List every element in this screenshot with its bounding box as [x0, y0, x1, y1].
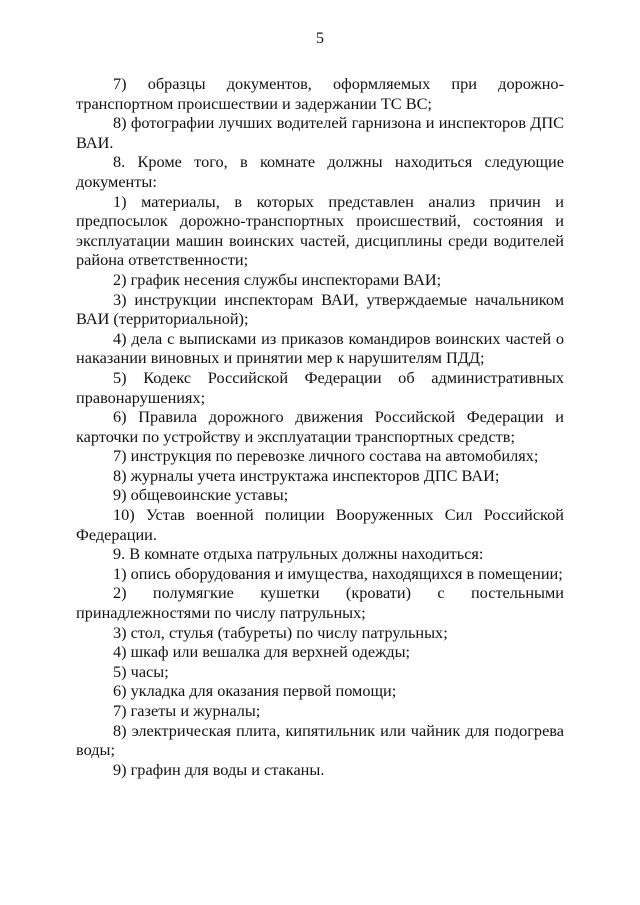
paragraph: 1) материалы, в которых представлен анализ причин и предпосылок дорожно-транспортных происшествий, состояния и эксплуатации машин воинских частей, дисциплины среди водителей района ответственности;	[76, 191, 564, 270]
paragraph: 9) общевоинские уставы;	[113, 485, 289, 505]
paragraph: 3) инструкции инспекторам ВАИ, утверждаемые начальником ВАИ (территориальной);	[76, 289, 564, 329]
page-number: 5	[315, 28, 325, 47]
paragraph: 8) электрическая плита, кипятильник или чайник для подогрева воды;	[76, 720, 564, 760]
paragraph: 1) опись оборудования и имущества, находящихся в помещении;	[113, 563, 563, 583]
paragraph: 8) фотографии лучших водителей гарнизона и инспекторов ДПС ВАИ.	[76, 113, 564, 152]
paragraph: 9) графин для воды и стаканы.	[113, 759, 325, 779]
paragraph: 6) укладка для оказания первой помощи;	[113, 681, 397, 701]
paragraph: 7) образцы документов, оформляемых при дорожно-транспортном происшествии и задержании ТС ВС;	[76, 74, 564, 113]
paragraph: 6) Правила дорожного движения Российской Федерации и карточки по устройству и эксплуатации транспортных средств;	[76, 407, 564, 446]
paragraph: 10) Устав военной полиции Вооруженных Сил Российской Федерации.	[76, 505, 564, 544]
paragraph: 4) дела с выписками из приказов командиров воинских частей о наказании виновных и принятии мер к нарушителям ПДД;	[76, 328, 564, 368]
paragraph: 3) стол, стулья (табуреты) по числу патрульных;	[113, 622, 448, 642]
paragraph: 2) полумягкие кушетки (кровати) с постельными принадлежностями по числу патрульных;	[76, 583, 564, 623]
paragraph: 5) часы;	[113, 661, 169, 681]
paragraph: 7) газеты и журналы;	[113, 701, 261, 720]
paragraph: 4) шкаф или вешалка для верхней одежды;	[113, 642, 411, 662]
document-page	[76, 28, 564, 779]
paragraph: 9. В комнате отдыха патрульных должны находиться:	[113, 544, 484, 564]
paragraph: 5) Кодекс Российской Федерации об административных правонарушениях;	[76, 367, 564, 407]
paragraph: 2) график несения службы инспекторами ВАИ;	[113, 269, 442, 289]
paragraph: 8) журналы учета инструктажа инспекторов ДПС ВАИ;	[113, 465, 500, 485]
paragraph: 8. Кроме того, в комнате должны находиться следующие документы:	[76, 152, 564, 191]
paragraph: 7) инструкция по перевозке личного состава на автомобилях;	[113, 446, 539, 466]
